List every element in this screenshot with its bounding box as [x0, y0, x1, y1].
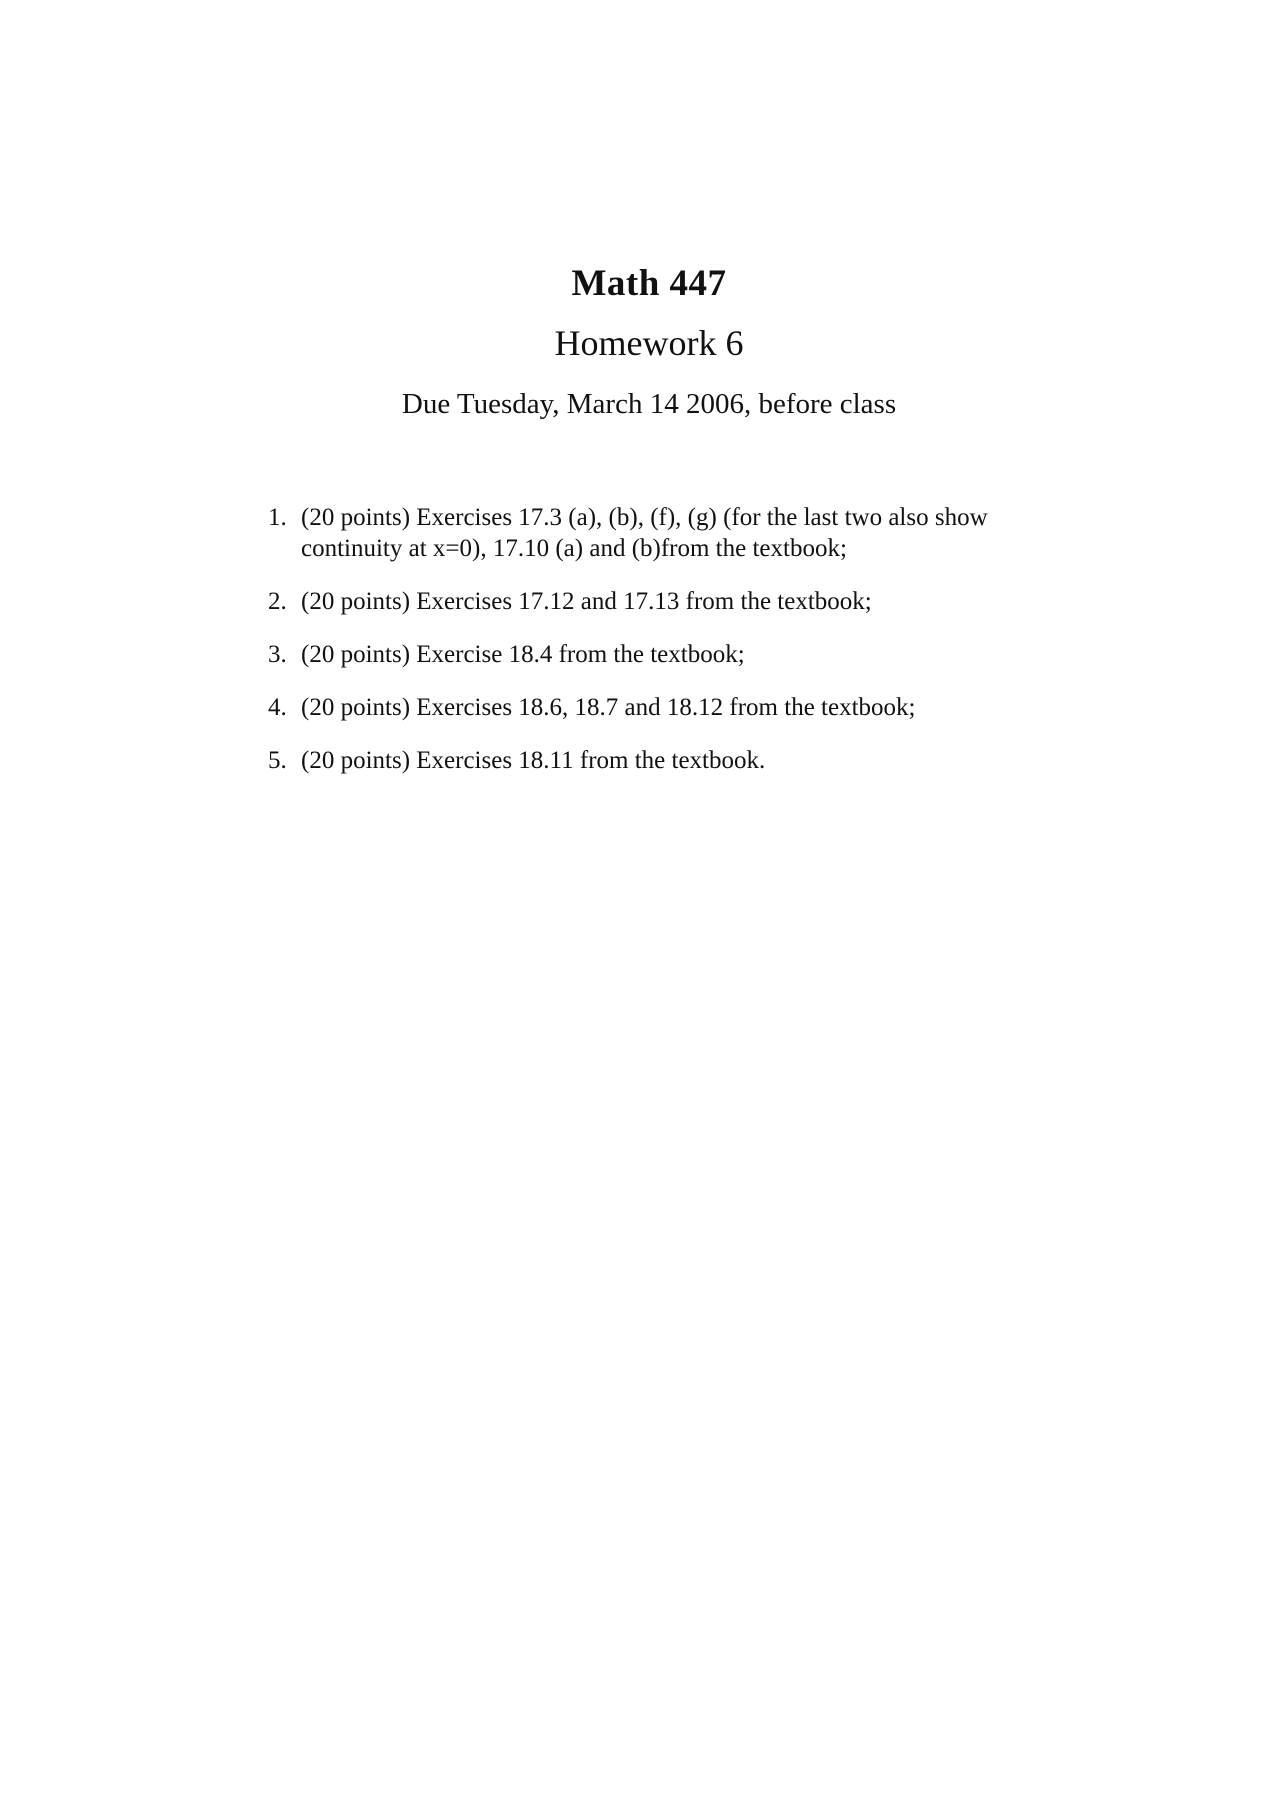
problem-number: 2. [268, 588, 287, 615]
problem-item [268, 502, 1088, 564]
problem-number: 3. [268, 641, 287, 668]
document-subtitle: Homework 6 [554, 323, 744, 363]
problem-text: (20 points) Exercises 18.11 from the textbook. [301, 747, 766, 774]
problem-text: (20 points) Exercises 18.6, 18.7 and 18.12 from the textbook; [301, 694, 916, 721]
due-date: Due Tuesday, March 14 2006, before class [401, 388, 897, 420]
problem-text: (20 points) Exercises 17.3 (a), (b), (f), (g) (for the last two also show continuity at x=0), 17.10 (a) and (b)from the textbook; [301, 504, 988, 562]
problem-item [268, 745, 1088, 776]
problem-number: 5. [268, 747, 287, 774]
problem-text: (20 points) Exercises 17.12 and 17.13 from the textbook; [301, 588, 872, 615]
document-title: Math 447 [571, 263, 727, 304]
problem-number: 1. [268, 504, 287, 531]
problem-item [268, 692, 1088, 723]
problem-item [268, 639, 1088, 670]
problem-item [268, 586, 1088, 617]
problem-list [268, 502, 1088, 798]
problem-text: (20 points) Exercise 18.4 from the textbook; [301, 641, 745, 668]
problem-number: 4. [268, 694, 287, 721]
